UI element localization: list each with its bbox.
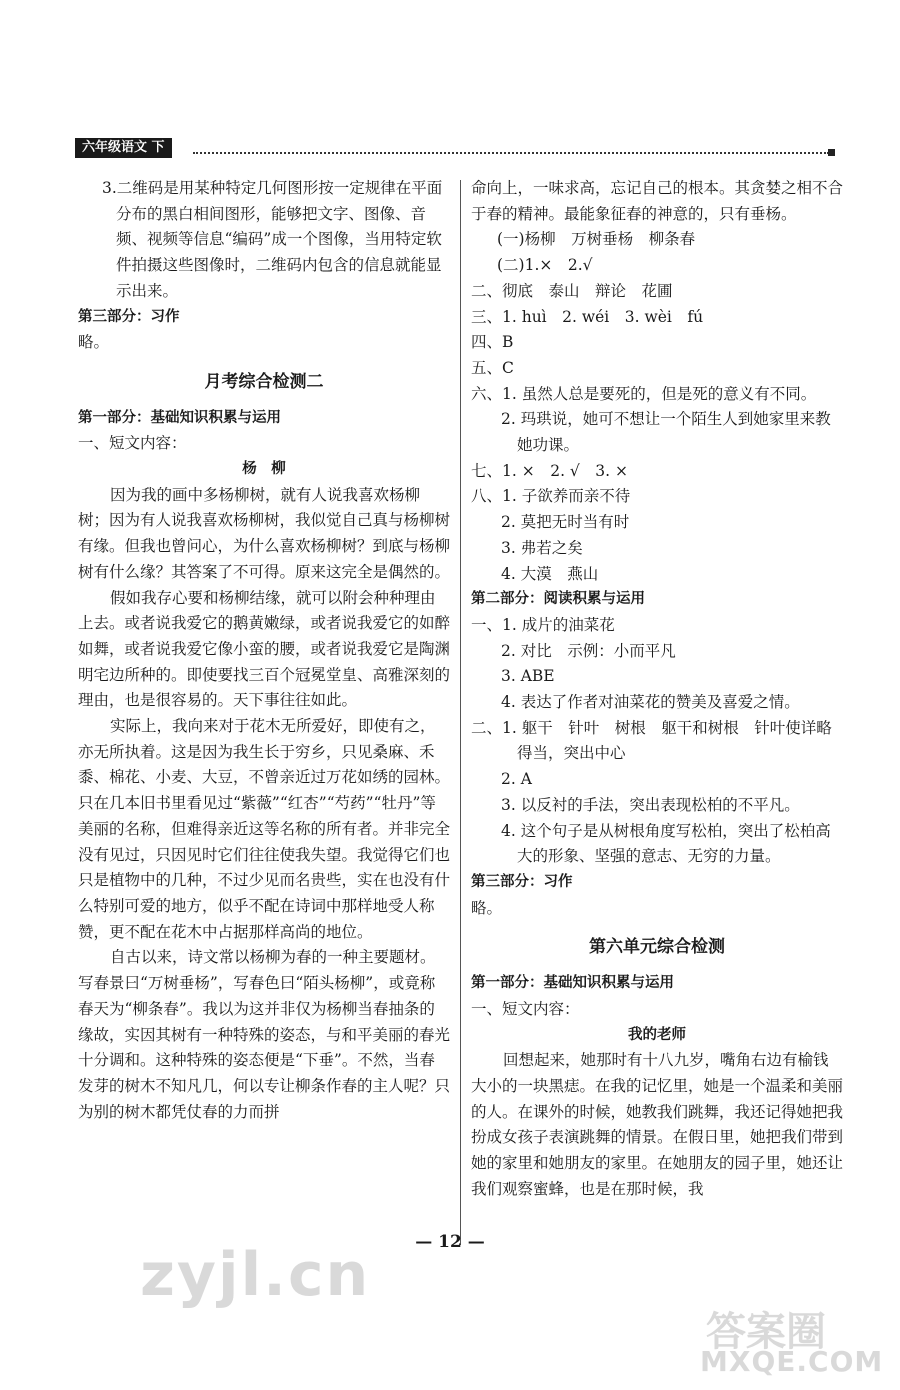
essay-paragraph: 实际上，我向来对于花木无所爱好，即使有之，亦无所执着。这是因为我生长于穷乡，只见桑麻、禾黍、棉花、小麦、大豆，不曾亲近过万花如绣的园林。只在几本旧书里看见过“紫薇”“红杏”“芍药”“牡丹”等美丽的名称，但难得亲近这等名称的所有者。并非完全没有见过，只因见时它们往往使我失望。我觉得它们也只是植物中的几种，不过少见而名贵些，实在也没有什么特别可爱的地方，似乎不配在诗词中那样地受人称赞，更不配在花木中占据那样高尚的地位。 [78, 717, 451, 941]
answer-item: 2. 莫把无时当有时 [501, 513, 630, 532]
essay-paragraph: 假如我存心要和杨柳结缘，就可以附会种种理由上去。或者说我爱它的鹅黄嫩绿，或者说我爱它的如醉如舞，或者说我爱它像小蛮的腰，或者说我爱它是陶渊明宅边所种的。即使要找三百个冠冕堂皇、高雅深刻的理由，也是很容易的。天下事往往如此。 [78, 588, 451, 710]
question-label: 一、短文内容： [78, 434, 187, 453]
section-title: 第六单元综合检测 [589, 937, 725, 958]
page-number: — 12 — [415, 1232, 485, 1252]
right-column [471, 176, 843, 1202]
answer-item: 3. ABE [501, 667, 555, 686]
essay-paragraph: 因为我的画中多杨柳树，就有人说我喜欢杨柳树；因为有人说我喜欢杨柳树，我似觉自己真与杨柳树有缘。但我也曾问心，为什么喜欢杨柳树？到底与杨柳树有什么缘？其答案了不可得。原来这完全是偶然的。 [78, 485, 451, 581]
answer-text: 略。 [471, 898, 503, 917]
answer-item: 3. 弗若之矣 [501, 538, 583, 557]
part-heading: 第一部分：基础知识积累与运用 [471, 975, 674, 992]
answer-item: 2. 玛珙说，她可不想让一个陌生人到她家里来教她功课。 [501, 410, 831, 455]
header-dotted-rule [193, 152, 829, 154]
answer-item: 3. 以反衬的手法，突出表现松柏的不平凡。 [501, 795, 800, 814]
essay-title: 杨 柳 [242, 461, 286, 478]
answer-item: 四、B [471, 333, 514, 352]
section-heading: 第三部分：习作 [78, 308, 180, 325]
part-heading: 第一部分：基础知识积累与运用 [78, 409, 281, 426]
watermark-logo: MXQE.COM [700, 1345, 884, 1378]
answer-item: 二、1. 躯干 针叶 树根 躯干和树根 针叶使详略得当，突出中心 [471, 718, 832, 763]
watermark-logo: 答案圈 [706, 1309, 826, 1355]
essay-paragraph: 命向上，一味求高，忘记自己的根本。其贪婪之相不合于春的精神。最能象征春的神意的，只有垂杨。 [471, 179, 844, 223]
answer-item: 4. 这个句子是从树根角度写松柏，突出了松柏高大的形象、坚强的意志、无穷的力量。 [501, 821, 831, 866]
answer-item: 五、C [471, 358, 514, 377]
question-label: 一、短文内容： [471, 999, 580, 1018]
answer-item: 一、1. 成片的油菜花 [471, 615, 615, 634]
essay-title: 我的老师 [628, 1026, 686, 1043]
answer-item: 4. 表达了作者对油菜花的赞美及喜爱之情。 [501, 693, 800, 712]
answer-item: 3.二维码是用某种特定几何图形按一定规律在平面分布的黑白相间图形，能够把文字、图像、音频、视频等信息“编码”成一个图像，当用特定软件拍摄这些图像时，二维码内包含的信息就能显示出来。 [102, 179, 443, 300]
page-header [75, 138, 835, 160]
essay-paragraph: 自古以来，诗文常以杨柳为春的一种主要题材。写春景曰“万树垂杨”，写春色曰“陌头杨柳”，或竟称春天为“柳条春”。我以为这并非仅为杨柳当春抽条的缘故，实因其树有一种特殊的姿态，与和平美丽的春光十分调和。这种特殊的姿态便是“下垂”。不然，当春发芽的树木不知凡几，何以专让柳条作春的主人呢？只为别的树木都凭仗春的力而拼 [78, 948, 451, 1121]
answer-item: (二)1.× 2.√ [497, 256, 593, 275]
part-heading: 第二部分：阅读积累与运用 [471, 591, 645, 608]
part-heading: 第三部分：习作 [471, 873, 573, 890]
answer-item: 三、1. huì 2. wéi 3. wèi fú [471, 307, 704, 326]
answer-item: 2. 对比 示例：小而平凡 [501, 641, 676, 660]
answer-item: 2. A [501, 770, 532, 789]
header-tag: 六年级语文 下 [75, 138, 172, 158]
section-title: 月考综合检测二 [204, 371, 324, 392]
watermark-logo: zyjl.cn [140, 1240, 371, 1310]
answer-item: 4. 大漠 燕山 [501, 564, 599, 583]
answer-text: 略。 [78, 333, 110, 352]
answer-item: 六、1. 虽然人总是要死的，但是死的意义有不同。 [471, 384, 817, 403]
header-square-icon [828, 149, 835, 156]
essay-paragraph: 回想起来，她那时有十八九岁，嘴角右边有榆钱大小的一块黑痣。在我的记忆里，她是一个温柔和美丽的人。在课外的时候，她教我们跳舞，我还记得她把我扮成女孩子表演跳舞的情景。在假日里，她把我们带到她的家里和她朋友的家里。在她朋友的园子里，她还让我们观察蜜蜂，也是在那时候，我 [471, 1051, 844, 1198]
answer-item: 八、1. 子欲养而亲不待 [471, 487, 631, 506]
answer-item: 二、彻底 泰山 辩论 花圃 [471, 281, 673, 300]
column-divider [460, 180, 461, 1245]
answer-item: 七、1. × 2. √ 3. × [471, 461, 628, 480]
answer-item: (一)杨柳 万树垂杨 柳条春 [497, 230, 696, 249]
left-column [78, 176, 450, 1125]
